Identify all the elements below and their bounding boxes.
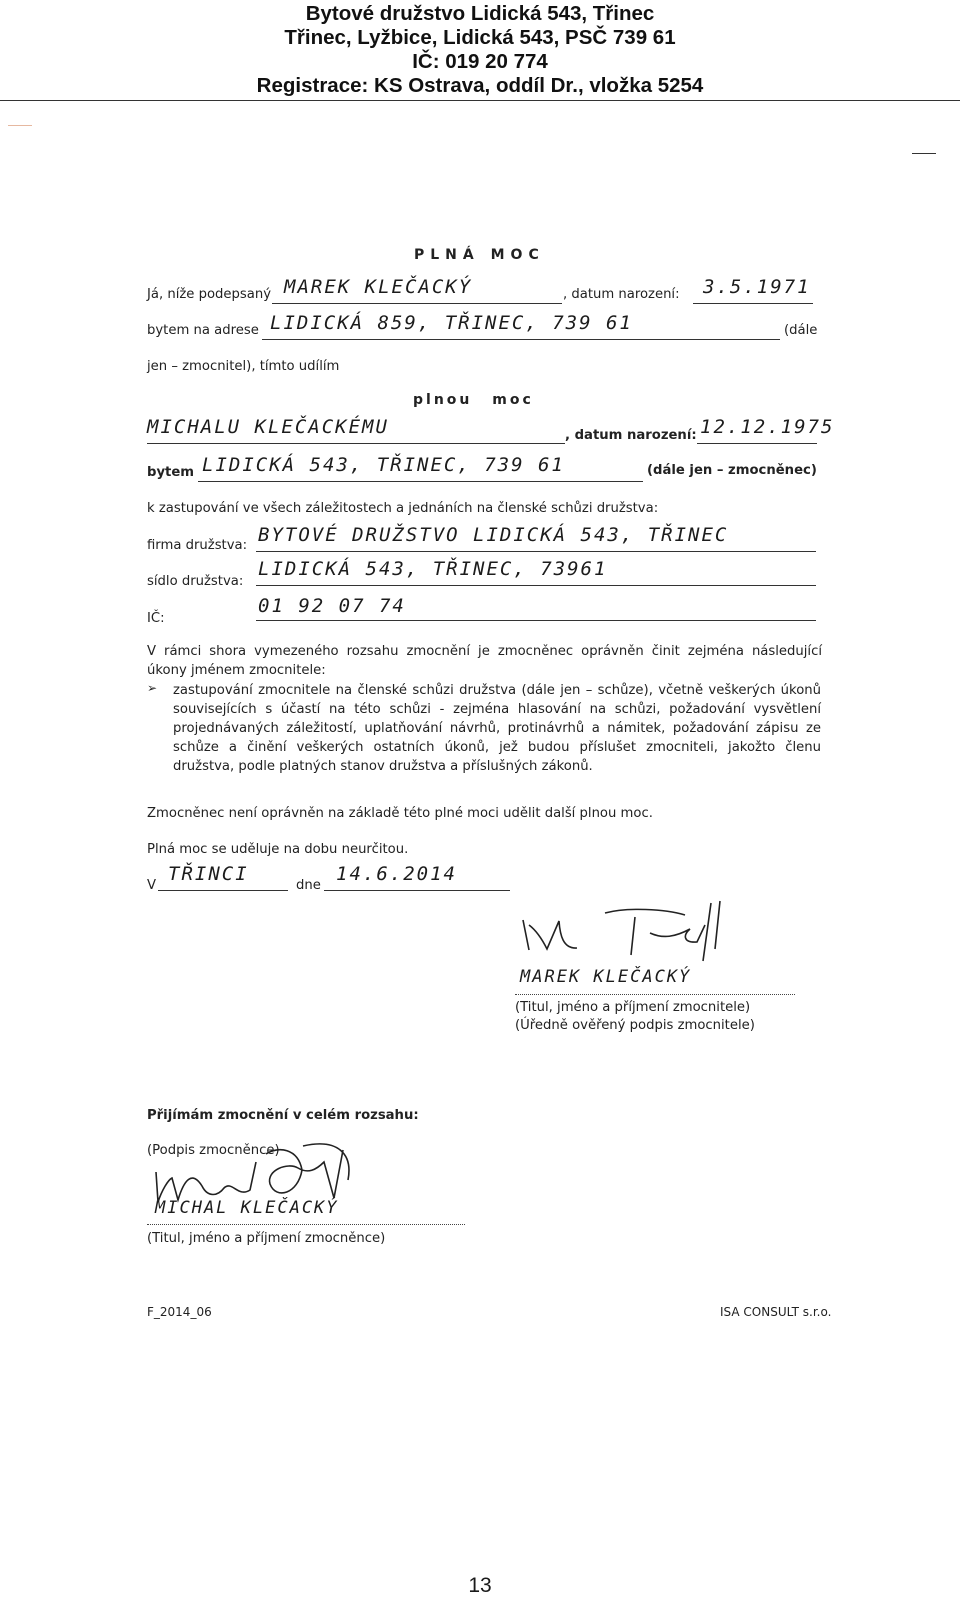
scope-intro: V rámci shora vymezeného rozsahu zmocnění je zmocněnec oprávněn činit zejména následující úkony jménem zmocnitele: [147, 644, 822, 678]
accept-caption: (Titul, jméno a příjmení zmocněnce) [147, 1231, 386, 1246]
coop-firma-label: firma družstva: [147, 538, 248, 553]
grantor-continuation: jen – zmocnitel), tímto udílím [147, 359, 340, 374]
footer-code: F_2014_06 [147, 1305, 212, 1319]
grantor-printed-name: MAREK KLEČACKÝ [520, 967, 692, 987]
date-handwritten: 14.6.2014 [336, 863, 457, 885]
header-line-2: Třinec, Lyžbice, Lidická 543, PSČ 739 61 [284, 26, 676, 49]
purpose-text: k zastupování ve všech záležitostech a jednáních na členské schůzi družstva: [147, 501, 659, 516]
no-further-text: Zmocněnec není oprávněn na základě této plné moci udělit další plnou moc. [147, 806, 653, 821]
coop-sidlo-handwritten: LIDICKÁ 543, TŘINEC, 73961 [258, 558, 608, 580]
grantee-dob-label: , datum narození: [565, 428, 697, 443]
place-v-label: V [147, 878, 157, 893]
coop-ic-handwritten: 01 92 07 74 [258, 595, 406, 617]
header-divider [0, 100, 960, 101]
grantee-signature-dots [147, 1224, 465, 1225]
grantee-signature-text [0, 0, 1, 1]
grantor-address-handwritten: LIDICKÁ 859, TŘINEC, 739 61 [270, 312, 633, 334]
grantee-address-line [198, 481, 643, 482]
header-line-4: Registrace: KS Ostrava, oddíl Dr., vložka 5254 [256, 74, 704, 97]
grantor-dob-label: , datum narození: [563, 287, 680, 302]
scan-mark-right [912, 153, 936, 154]
header-line-1: Bytové družstvo Lidická 543, Třinec [305, 2, 655, 25]
grantor-caption-2: (Úředně ověřený podpis zmocnitele) [515, 1018, 755, 1033]
coop-firma-handwritten: BYTOVÉ DRUŽSTVO LIDICKÁ 543, TŘINEC [258, 524, 729, 546]
duration-text: Plná moc se uděluje na dobu neurčitou. [147, 842, 409, 857]
grantor-name-line [272, 303, 562, 304]
document-title: PLNÁ MOC [414, 247, 545, 263]
scan-mark-left [8, 125, 32, 126]
coop-ic-line [256, 620, 816, 621]
grantor-caption-1: (Titul, jméno a příjmení zmocnitele) [515, 1000, 751, 1015]
grantee-dale: (dále jen – zmocněnec) [647, 463, 817, 478]
grantor-signature-dots [515, 994, 795, 995]
coop-sidlo-label: sídlo družstva: [147, 574, 244, 589]
date-line [324, 890, 510, 891]
place-line [158, 890, 288, 891]
date-dne-label: dne [296, 878, 321, 893]
coop-firma-line [256, 551, 816, 552]
accept-title: Přijímám zmocnění v celém rozsahu: [147, 1108, 419, 1123]
coop-ic-label: IČ: [147, 611, 165, 626]
grantee-name-line [147, 443, 565, 444]
grantee-address-handwritten: LIDICKÁ 543, TŘINEC, 739 61 [202, 454, 565, 476]
grantor-dob-handwritten: 3.5.1971 [703, 276, 811, 298]
page-number: 13 [468, 1574, 492, 1597]
document-subtitle: plnou moc [413, 392, 534, 408]
bullet-text: zastupování zmocnitele na členské schůzi družstva (dále jen – schůze), včetně veškerých úkonů souvisejících s účastí na této schůzi - zejména hlasování na schůzi, požadování vysvětlení projednávaných záležitostí, uplatňování návrhů, protinávrhů a námitek, požadování zápisu ze schůze a činění veškerých ostatních úkonů, jež budou příslušet zmocniteli, jakožto členu družstva, podle platných stanov družstva a příslušných zákonů. [173, 683, 821, 774]
place-handwritten: TŘINCI [168, 863, 249, 885]
grantee-printed-name: MICHAL KLEČACKÝ [155, 1198, 339, 1218]
grantee-dob-handwritten: 12.12.1975 [700, 416, 835, 438]
grantor-address-line [262, 339, 780, 340]
header-line-3: IČ: 019 20 774 [412, 50, 548, 73]
grantor-dale: (dále [784, 323, 818, 338]
grantor-address-label: bytem na adrese [147, 323, 259, 338]
footer-company: ISA CONSULT s.r.o. [720, 1305, 832, 1319]
bullet-marker: ➢ [147, 681, 158, 695]
grantor-dob-line [693, 303, 813, 304]
grantee-bytem-label: bytem [147, 465, 195, 480]
coop-sidlo-line [256, 585, 816, 586]
grantee-name-handwritten: MICHALU KLEČACKÉMU [147, 416, 389, 438]
grantor-name-handwritten: MAREK KLEČACKÝ [284, 276, 473, 298]
grantee-dob-line [697, 443, 817, 444]
grantor-name-label: Já, níže podepsaný [147, 287, 272, 302]
grantor-signature-image [515, 895, 745, 965]
accept-sign-label: (Podpis zmocněnce) [147, 1143, 280, 1158]
